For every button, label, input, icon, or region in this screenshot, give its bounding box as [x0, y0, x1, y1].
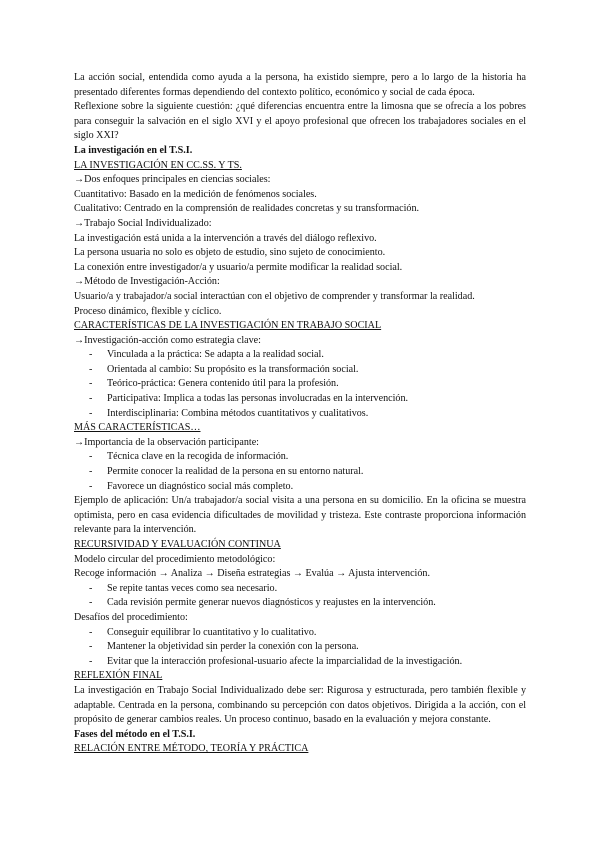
section-heading-fases: Fases del método en el T.S.I. [74, 728, 196, 740]
list-item: - Mantener la objetividad sin perder la conexión con la persona. [74, 640, 526, 655]
bullet-list-caracteristicas [74, 348, 526, 421]
text-line: Desafíos del procedimiento: [74, 611, 188, 623]
list-item: - Permite conocer la realidad de la persona en su entorno natural. [74, 465, 526, 480]
subheading-ccss: LA INVESTIGACIÓN EN CC.SS. Y TS. [74, 159, 242, 171]
section-heading-investigacion: La investigación en el T.S.I. [74, 144, 193, 156]
subheading-mas-caracteristicas: MÁS CARACTERÍSTICAS… [74, 422, 201, 434]
text-line: Cualitativo: Centrado en la comprensión de realidades concretas y su transformación. [74, 203, 420, 215]
text-line: Cuantitativo: Basado en la medición de fenómenos sociales. [74, 188, 317, 200]
text-line: La persona usuaria no solo es objeto de estudio, sino sujeto de conocimiento. [74, 247, 386, 259]
list-item: - Participativa: Implica a todas las personas involucradas en la intervención. [74, 392, 526, 407]
list-item: - Cada revisión permite generar nuevos diagnósticos y reajustes en la intervención. [74, 596, 526, 611]
list-item: - Conseguir equilibrar lo cuantitativo y lo cualitativo. [74, 626, 526, 641]
reflection-paragraph: La investigación en Trabajo Social Individualizado debe ser: Rigurosa y estructurada, pero también flexible y adaptable. Centrada en la persona, combinando su percepción con datos objetivos. Dirigida a la acción, con el propósito de generar cambios reales. Un proceso continuo, basado en la evaluación y mejora constante. [74, 684, 526, 726]
list-item: - Teórico-práctica: Genera contenido útil para la profesión. [74, 377, 526, 392]
text-line: Usuario/a y trabajador/a social interactúan con el objetivo de comprender y transformar la realidad. [74, 290, 475, 302]
intro-paragraph: La acción social, entendida como ayuda a la persona, ha existido siempre, pero a lo largo de la historia ha presentado diferentes formas dependiendo del contexto político, económico y social de cada época. [74, 72, 526, 98]
list-item: - Vinculada a la práctica: Se adapta a la realidad social. [74, 348, 526, 363]
text-line: →Dos enfoques principales en ciencias sociales: [74, 174, 271, 186]
text-line: Proceso dinámico, flexible y cíclico. [74, 305, 222, 317]
text-line: →Importancia de la observación participante: [74, 436, 259, 448]
subheading-recursividad: RECURSIVIDAD Y EVALUACIÓN CONTINUA [74, 539, 281, 550]
reflection-question: Reflexione sobre la siguiente cuestión: ¿qué diferencias encuentra entre la limosna que se ofrecía a los pobres para conseguir la salvación en el siglo XVI y el apoyo profesional que ofrecen los trabajadores sociales en el siglo XXI? [74, 101, 526, 142]
text-line: Recoge información → Analiza → Diseña estrategias → Evalúa → Ajusta intervención. [74, 568, 430, 580]
subheading-caracteristicas: CARACTERÍSTICAS DE LA INVESTIGACIÓN EN TRABAJO SOCIAL [74, 320, 382, 332]
example-paragraph: Ejemplo de aplicación: Un/a trabajador/a social visita a una persona en su domicilio. En la oficina se muestra optimista, pero en casa evidencia dificultades de movilidad y tristeza. Este contraste proporciona información relevante para la intervención. [74, 495, 526, 536]
bullet-list-desafios [74, 626, 526, 670]
text-line: La conexión entre investigador/a y usuario/a permite modificar la realidad social. [74, 261, 403, 273]
list-item: - Evitar que la interacción profesional-usuario afecte la imparcialidad de la investigación. [74, 655, 526, 670]
text-line: La investigación está unida a la intervención a través del diálogo reflexivo. [74, 232, 377, 244]
bullet-list-ciclo [74, 582, 526, 611]
text-line: →Investigación-acción como estrategia clave: [74, 334, 261, 346]
list-item: - Favorece un diagnóstico social más completo. [74, 480, 526, 495]
text-line: Modelo circular del procedimiento metodológico: [74, 553, 276, 565]
list-item: - Interdisciplinaria: Combina métodos cuantitativos y cualitativos. [74, 407, 526, 422]
text-line: →Trabajo Social Individualizado: [74, 217, 212, 229]
bullet-list-observacion [74, 450, 526, 494]
document-body [74, 71, 526, 757]
list-item: - Técnica clave en la recogida de información. [74, 450, 526, 465]
subheading-reflexion-final: REFLEXIÓN FINAL [74, 670, 163, 682]
text-line: →Método de Investigación-Acción: [74, 276, 220, 288]
list-item: - Se repite tantas veces como sea necesario. [74, 582, 526, 597]
subheading-relacion: RELACIÓN ENTRE MÉTODO, TEORÍA Y PRÁCTICA [74, 743, 309, 755]
list-item: - Orientada al cambio: Su propósito es la transformación social. [74, 363, 526, 378]
